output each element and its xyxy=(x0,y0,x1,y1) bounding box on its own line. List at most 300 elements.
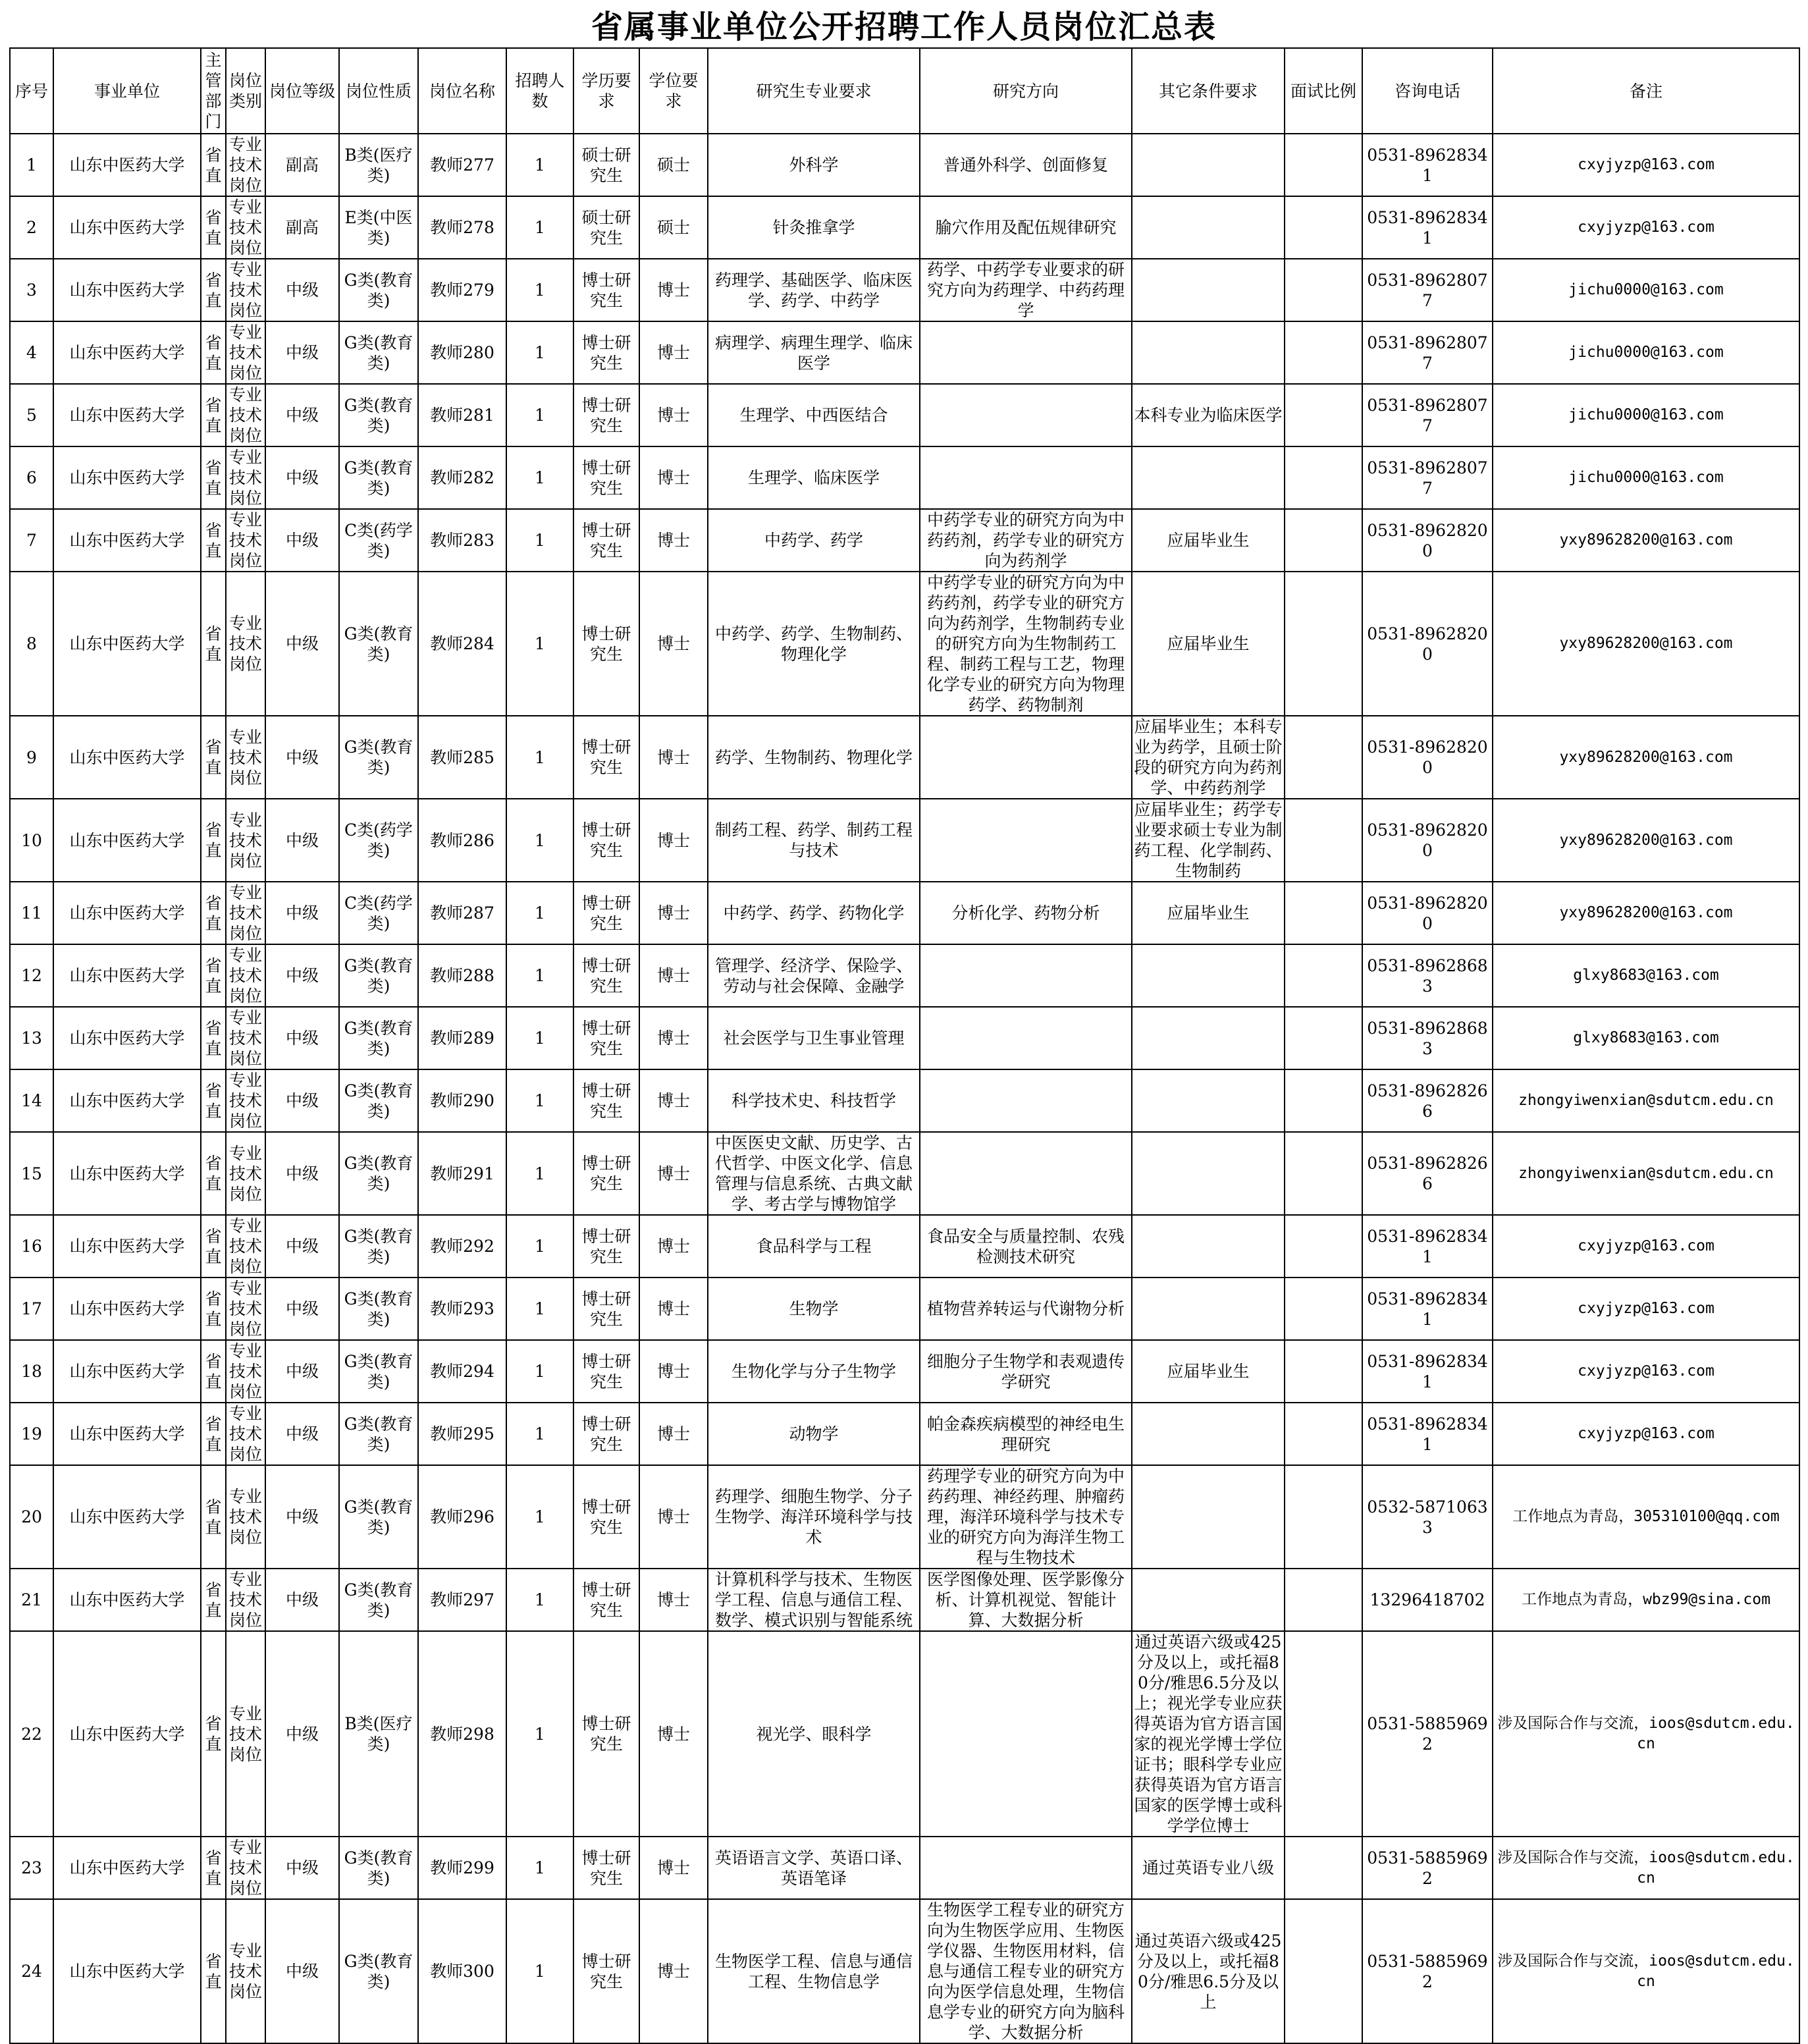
cell-serial: 20 xyxy=(10,1465,53,1569)
cell-quota: 1 xyxy=(506,384,573,446)
cell-quota: 1 xyxy=(506,259,573,321)
cell-research-direction: 植物营养转运与代谢物分析 xyxy=(920,1278,1132,1340)
cell-degree: 博士 xyxy=(639,321,708,384)
cell-post-category: 专业技术岗位 xyxy=(226,321,265,384)
cell-post-name: 教师291 xyxy=(418,1132,506,1215)
cell-remarks: cxyjyzp@163.com xyxy=(1493,1340,1799,1403)
cell-unit: 山东中医药大学 xyxy=(53,716,201,799)
cell-post-level: 中级 xyxy=(265,1569,339,1631)
cell-serial: 21 xyxy=(10,1569,53,1631)
table-row xyxy=(10,1837,1799,1899)
cell-post-name: 教师298 xyxy=(418,1631,506,1837)
cell-degree: 博士 xyxy=(639,1569,708,1631)
cell-post-nature: G类(教育类) xyxy=(339,1465,418,1569)
cell-phone: 0531-89628077 xyxy=(1362,384,1493,446)
col-header-serial: 序号 xyxy=(10,48,53,134)
cell-other-conditions xyxy=(1132,321,1285,384)
cell-other-conditions xyxy=(1132,446,1285,509)
cell-major: 管理学、经济学、保险学、劳动与社会保障、金融学 xyxy=(708,944,920,1007)
cell-post-level: 中级 xyxy=(265,1465,339,1569)
cell-other-conditions xyxy=(1132,134,1285,196)
cell-major: 中药学、药学 xyxy=(708,509,920,572)
cell-post-level: 中级 xyxy=(265,799,339,882)
cell-post-category: 专业技术岗位 xyxy=(226,1215,265,1278)
table-row xyxy=(10,716,1799,799)
cell-serial: 7 xyxy=(10,509,53,572)
cell-research-direction xyxy=(920,384,1132,446)
cell-major: 动物学 xyxy=(708,1403,920,1465)
cell-other-conditions xyxy=(1132,1465,1285,1569)
cell-phone: 0531-58859692 xyxy=(1362,1899,1493,2043)
cell-unit: 山东中医药大学 xyxy=(53,1631,201,1837)
cell-degree: 博士 xyxy=(639,1007,708,1069)
cell-post-category: 专业技术岗位 xyxy=(226,1837,265,1899)
cell-post-nature: C类(药学类) xyxy=(339,509,418,572)
cell-education: 硕士研究生 xyxy=(573,196,639,259)
table-row xyxy=(10,1465,1799,1569)
cell-other-conditions xyxy=(1132,1132,1285,1215)
table-row xyxy=(10,259,1799,321)
cell-post-category: 专业技术岗位 xyxy=(226,882,265,944)
cell-phone: 13296418702 xyxy=(1362,1569,1493,1631)
cell-post-nature: G类(教育类) xyxy=(339,384,418,446)
table-row xyxy=(10,1278,1799,1340)
cell-research-direction xyxy=(920,716,1132,799)
cell-education: 博士研究生 xyxy=(573,321,639,384)
cell-research-direction xyxy=(920,1837,1132,1899)
col-header-post-nature: 岗位性质 xyxy=(339,48,418,134)
cell-interview-ratio xyxy=(1285,1569,1362,1631)
cell-research-direction xyxy=(920,799,1132,882)
cell-major: 社会医学与卫生事业管理 xyxy=(708,1007,920,1069)
cell-serial: 5 xyxy=(10,384,53,446)
cell-post-name: 教师292 xyxy=(418,1215,506,1278)
cell-interview-ratio xyxy=(1285,384,1362,446)
cell-serial: 17 xyxy=(10,1278,53,1340)
cell-department: 省直 xyxy=(201,1340,226,1403)
cell-serial: 8 xyxy=(10,572,53,716)
cell-interview-ratio xyxy=(1285,446,1362,509)
cell-research-direction: 生物医学工程专业的研究方向为生物医学应用、生物医学仪器、生物医用材料，信息与通信工程专业的研究方向为医学信息处理，生物信息学专业的研究方向为脑科学、大数据分析 xyxy=(920,1899,1132,2043)
cell-research-direction xyxy=(920,1007,1132,1069)
cell-post-level: 中级 xyxy=(265,882,339,944)
cell-post-nature: C类(药学类) xyxy=(339,882,418,944)
cell-post-level: 中级 xyxy=(265,384,339,446)
cell-unit: 山东中医药大学 xyxy=(53,1340,201,1403)
cell-interview-ratio xyxy=(1285,882,1362,944)
cell-education: 博士研究生 xyxy=(573,1007,639,1069)
cell-serial: 11 xyxy=(10,882,53,944)
table-row xyxy=(10,572,1799,716)
cell-degree: 博士 xyxy=(639,509,708,572)
cell-unit: 山东中医药大学 xyxy=(53,572,201,716)
cell-unit: 山东中医药大学 xyxy=(53,446,201,509)
cell-research-direction: 医学图像处理、医学影像分析、计算机视觉、智能计算、大数据分析 xyxy=(920,1569,1132,1631)
col-header-quota: 招聘人数 xyxy=(506,48,573,134)
cell-post-level: 中级 xyxy=(265,944,339,1007)
cell-serial: 14 xyxy=(10,1069,53,1132)
cell-phone: 0531-89628341 xyxy=(1362,134,1493,196)
cell-serial: 3 xyxy=(10,259,53,321)
col-header-major: 研究生专业要求 xyxy=(708,48,920,134)
cell-research-direction xyxy=(920,321,1132,384)
cell-interview-ratio xyxy=(1285,572,1362,716)
cell-quota: 1 xyxy=(506,1569,573,1631)
cell-quota: 1 xyxy=(506,1465,573,1569)
cell-post-category: 专业技术岗位 xyxy=(226,134,265,196)
col-header-degree: 学位要求 xyxy=(639,48,708,134)
cell-quota: 1 xyxy=(506,1215,573,1278)
cell-interview-ratio xyxy=(1285,1465,1362,1569)
cell-other-conditions: 通过英语专业八级 xyxy=(1132,1837,1285,1899)
cell-education: 博士研究生 xyxy=(573,1899,639,2043)
cell-education: 博士研究生 xyxy=(573,1215,639,1278)
cell-major: 计算机科学与技术、生物医学工程、信息与通信工程、数学、模式识别与智能系统 xyxy=(708,1569,920,1631)
cell-post-category: 专业技术岗位 xyxy=(226,384,265,446)
cell-post-nature: G类(教育类) xyxy=(339,1007,418,1069)
cell-other-conditions xyxy=(1132,1215,1285,1278)
cell-post-name: 教师294 xyxy=(418,1340,506,1403)
cell-interview-ratio xyxy=(1285,134,1362,196)
cell-degree: 博士 xyxy=(639,1278,708,1340)
table-row xyxy=(10,1631,1799,1837)
cell-interview-ratio xyxy=(1285,509,1362,572)
cell-post-category: 专业技术岗位 xyxy=(226,716,265,799)
cell-department: 省直 xyxy=(201,509,226,572)
cell-major: 中药学、药学、生物制药、物理化学 xyxy=(708,572,920,716)
cell-degree: 博士 xyxy=(639,882,708,944)
cell-interview-ratio xyxy=(1285,1278,1362,1340)
cell-post-name: 教师293 xyxy=(418,1278,506,1340)
cell-post-nature: G类(教育类) xyxy=(339,572,418,716)
cell-phone: 0531-89628341 xyxy=(1362,196,1493,259)
cell-phone: 0531-89628341 xyxy=(1362,1340,1493,1403)
cell-post-category: 专业技术岗位 xyxy=(226,944,265,1007)
cell-remarks: jichu0000@163.com xyxy=(1493,321,1799,384)
cell-unit: 山东中医药大学 xyxy=(53,1215,201,1278)
cell-research-direction: 食品安全与质量控制、农残检测技术研究 xyxy=(920,1215,1132,1278)
cell-remarks: zhongyiwenxian@sdutcm.edu.cn xyxy=(1493,1069,1799,1132)
cell-quota: 1 xyxy=(506,1278,573,1340)
cell-research-direction xyxy=(920,1132,1132,1215)
cell-interview-ratio xyxy=(1285,196,1362,259)
cell-unit: 山东中医药大学 xyxy=(53,259,201,321)
cell-education: 博士研究生 xyxy=(573,1837,639,1899)
cell-quota: 1 xyxy=(506,196,573,259)
table-row xyxy=(10,882,1799,944)
cell-post-nature: G类(教育类) xyxy=(339,1899,418,2043)
table-row xyxy=(10,1340,1799,1403)
cell-interview-ratio xyxy=(1285,716,1362,799)
cell-phone: 0531-58859692 xyxy=(1362,1631,1493,1837)
cell-serial: 1 xyxy=(10,134,53,196)
cell-post-nature: G类(教育类) xyxy=(339,716,418,799)
cell-post-name: 教师296 xyxy=(418,1465,506,1569)
cell-post-level: 中级 xyxy=(265,1132,339,1215)
cell-post-name: 教师278 xyxy=(418,196,506,259)
table-row xyxy=(10,321,1799,384)
table-row xyxy=(10,446,1799,509)
cell-post-name: 教师279 xyxy=(418,259,506,321)
table-row xyxy=(10,1069,1799,1132)
col-header-research-direction: 研究方向 xyxy=(920,48,1132,134)
cell-education: 硕士研究生 xyxy=(573,134,639,196)
cell-degree: 博士 xyxy=(639,1403,708,1465)
cell-serial: 24 xyxy=(10,1899,53,2043)
table-row xyxy=(10,799,1799,882)
cell-remarks: 涉及国际合作与交流，ioos@sdutcm.edu.cn xyxy=(1493,1837,1799,1899)
cell-other-conditions: 应届毕业生 xyxy=(1132,882,1285,944)
cell-phone: 0531-89628683 xyxy=(1362,1007,1493,1069)
cell-department: 省直 xyxy=(201,384,226,446)
cell-quota: 1 xyxy=(506,799,573,882)
cell-post-level: 中级 xyxy=(265,321,339,384)
cell-phone: 0531-89628200 xyxy=(1362,716,1493,799)
cell-department: 省直 xyxy=(201,1132,226,1215)
cell-post-category: 专业技术岗位 xyxy=(226,799,265,882)
table-row xyxy=(10,1215,1799,1278)
cell-post-nature: G类(教育类) xyxy=(339,1278,418,1340)
cell-unit: 山东中医药大学 xyxy=(53,882,201,944)
cell-major: 生理学、临床医学 xyxy=(708,446,920,509)
cell-major: 英语语言文学、英语口译、英语笔译 xyxy=(708,1837,920,1899)
cell-quota: 1 xyxy=(506,716,573,799)
col-header-education: 学历要求 xyxy=(573,48,639,134)
cell-research-direction: 中药学专业的研究方向为中药药剂，药学专业的研究方向为药剂学，生物制药专业的研究方向为生物制药工程、制药工程与工艺，物理化学专业的研究方向为物理药学、药物制剂 xyxy=(920,572,1132,716)
cell-unit: 山东中医药大学 xyxy=(53,1132,201,1215)
cell-quota: 1 xyxy=(506,134,573,196)
cell-remarks: jichu0000@163.com xyxy=(1493,446,1799,509)
cell-post-level: 中级 xyxy=(265,1215,339,1278)
cell-quota: 1 xyxy=(506,1631,573,1837)
table-row xyxy=(10,1403,1799,1465)
cell-education: 博士研究生 xyxy=(573,882,639,944)
cell-post-name: 教师280 xyxy=(418,321,506,384)
cell-remarks: cxyjyzp@163.com xyxy=(1493,196,1799,259)
cell-phone: 0531-89628200 xyxy=(1362,572,1493,716)
cell-post-level: 中级 xyxy=(265,509,339,572)
cell-remarks: yxy89628200@163.com xyxy=(1493,799,1799,882)
cell-education: 博士研究生 xyxy=(573,716,639,799)
cell-remarks: jichu0000@163.com xyxy=(1493,384,1799,446)
cell-major: 药理学、基础医学、临床医学、药学、中药学 xyxy=(708,259,920,321)
cell-post-name: 教师282 xyxy=(418,446,506,509)
cell-remarks: zhongyiwenxian@sdutcm.edu.cn xyxy=(1493,1132,1799,1215)
cell-post-level: 中级 xyxy=(265,1069,339,1132)
cell-post-level: 中级 xyxy=(265,1007,339,1069)
cell-department: 省直 xyxy=(201,1069,226,1132)
cell-department: 省直 xyxy=(201,716,226,799)
cell-major: 食品科学与工程 xyxy=(708,1215,920,1278)
cell-interview-ratio xyxy=(1285,321,1362,384)
cell-post-category: 专业技术岗位 xyxy=(226,1278,265,1340)
cell-post-category: 专业技术岗位 xyxy=(226,1899,265,2043)
cell-remarks: jichu0000@163.com xyxy=(1493,259,1799,321)
cell-post-level: 中级 xyxy=(265,1899,339,2043)
cell-interview-ratio xyxy=(1285,1403,1362,1465)
cell-other-conditions xyxy=(1132,1278,1285,1340)
cell-remarks: 工作地点为青岛，305310100@qq.com xyxy=(1493,1465,1799,1569)
cell-department: 省直 xyxy=(201,259,226,321)
cell-post-name: 教师285 xyxy=(418,716,506,799)
cell-quota: 1 xyxy=(506,321,573,384)
cell-post-level: 副高 xyxy=(265,196,339,259)
cell-remarks: 涉及国际合作与交流，ioos@sdutcm.edu.cn xyxy=(1493,1631,1799,1837)
cell-quota: 1 xyxy=(506,446,573,509)
cell-phone: 0531-89628077 xyxy=(1362,259,1493,321)
cell-research-direction: 药理学专业的研究方向为中药药理、神经药理、肿瘤药理，海洋环境科学与技术专业的研究方向为海洋生物工程与生物技术 xyxy=(920,1465,1132,1569)
cell-unit: 山东中医药大学 xyxy=(53,1069,201,1132)
cell-education: 博士研究生 xyxy=(573,1465,639,1569)
cell-quota: 1 xyxy=(506,1069,573,1132)
cell-post-level: 中级 xyxy=(265,1278,339,1340)
cell-other-conditions: 通过英语六级或425分及以上，或托福80分/雅思6.5分及以上；视光学专业应获得英语为官方语言国家的视光学博士学位证书；眼科学专业应获得英语为官方语言国家的医学博士或科学学位博士 xyxy=(1132,1631,1285,1837)
table-row xyxy=(10,1569,1799,1631)
cell-phone: 0531-89628266 xyxy=(1362,1132,1493,1215)
cell-education: 博士研究生 xyxy=(573,384,639,446)
cell-post-nature: E类(中医类) xyxy=(339,196,418,259)
cell-phone: 0531-89628077 xyxy=(1362,321,1493,384)
cell-serial: 2 xyxy=(10,196,53,259)
cell-department: 省直 xyxy=(201,1007,226,1069)
cell-research-direction: 细胞分子生物学和表观遗传学研究 xyxy=(920,1340,1132,1403)
cell-phone: 0531-89628341 xyxy=(1362,1278,1493,1340)
cell-research-direction: 药学、中药学专业要求的研究方向为药理学、中药药理学 xyxy=(920,259,1132,321)
cell-post-category: 专业技术岗位 xyxy=(226,1569,265,1631)
cell-serial: 19 xyxy=(10,1403,53,1465)
page-title: 省属事业单位公开招聘工作人员岗位汇总表 xyxy=(591,9,1217,45)
cell-degree: 博士 xyxy=(639,446,708,509)
cell-remarks: cxyjyzp@163.com xyxy=(1493,134,1799,196)
col-header-interview-ratio: 面试比例 xyxy=(1285,48,1362,134)
cell-department: 省直 xyxy=(201,446,226,509)
cell-research-direction: 分析化学、药物分析 xyxy=(920,882,1132,944)
cell-post-category: 专业技术岗位 xyxy=(226,1132,265,1215)
cell-post-category: 专业技术岗位 xyxy=(226,196,265,259)
cell-quota: 1 xyxy=(506,1837,573,1899)
col-header-post-category: 岗位类别 xyxy=(226,48,265,134)
cell-department: 省直 xyxy=(201,799,226,882)
cell-degree: 硕士 xyxy=(639,196,708,259)
cell-post-name: 教师290 xyxy=(418,1069,506,1132)
cell-major: 视光学、眼科学 xyxy=(708,1631,920,1837)
cell-major: 生物化学与分子生物学 xyxy=(708,1340,920,1403)
cell-other-conditions: 应届毕业生；本科专业为药学，且硕士阶段的研究方向为药剂学、中药药剂学 xyxy=(1132,716,1285,799)
cell-post-category: 专业技术岗位 xyxy=(226,572,265,716)
cell-phone: 0531-89628683 xyxy=(1362,944,1493,1007)
cell-post-category: 专业技术岗位 xyxy=(226,259,265,321)
cell-post-nature: G类(教育类) xyxy=(339,1215,418,1278)
cell-post-category: 专业技术岗位 xyxy=(226,509,265,572)
cell-interview-ratio xyxy=(1285,1132,1362,1215)
cell-unit: 山东中医药大学 xyxy=(53,944,201,1007)
cell-degree: 博士 xyxy=(639,716,708,799)
cell-remarks: 工作地点为青岛，wbz99@sina.com xyxy=(1493,1569,1799,1631)
cell-remarks: glxy8683@163.com xyxy=(1493,1007,1799,1069)
cell-post-level: 中级 xyxy=(265,1403,339,1465)
cell-education: 博士研究生 xyxy=(573,1569,639,1631)
cell-post-name: 教师284 xyxy=(418,572,506,716)
cell-degree: 博士 xyxy=(639,1465,708,1569)
cell-serial: 18 xyxy=(10,1340,53,1403)
cell-post-level: 副高 xyxy=(265,134,339,196)
cell-department: 省直 xyxy=(201,1215,226,1278)
cell-department: 省直 xyxy=(201,1278,226,1340)
table-body xyxy=(10,134,1799,2043)
cell-interview-ratio xyxy=(1285,1899,1362,2043)
cell-education: 博士研究生 xyxy=(573,1069,639,1132)
cell-phone: 0532-58710633 xyxy=(1362,1465,1493,1569)
cell-quota: 1 xyxy=(506,882,573,944)
cell-quota: 1 xyxy=(506,572,573,716)
cell-unit: 山东中医药大学 xyxy=(53,321,201,384)
cell-post-name: 教师297 xyxy=(418,1569,506,1631)
cell-other-conditions: 应届毕业生 xyxy=(1132,1340,1285,1403)
table-row xyxy=(10,1132,1799,1215)
cell-degree: 博士 xyxy=(639,1132,708,1215)
cell-serial: 22 xyxy=(10,1631,53,1837)
cell-post-nature: G类(教育类) xyxy=(339,944,418,1007)
cell-phone: 0531-89628200 xyxy=(1362,882,1493,944)
cell-department: 省直 xyxy=(201,1631,226,1837)
cell-remarks: cxyjyzp@163.com xyxy=(1493,1215,1799,1278)
cell-post-category: 专业技术岗位 xyxy=(226,446,265,509)
cell-other-conditions xyxy=(1132,944,1285,1007)
cell-other-conditions xyxy=(1132,259,1285,321)
cell-degree: 博士 xyxy=(639,1340,708,1403)
table-row xyxy=(10,196,1799,259)
cell-major: 科学技术史、科技哲学 xyxy=(708,1069,920,1132)
cell-major: 中医医史文献、历史学、古代哲学、中医文化学、信息管理与信息系统、古典文献学、考古学与博物馆学 xyxy=(708,1132,920,1215)
cell-post-name: 教师295 xyxy=(418,1403,506,1465)
cell-department: 省直 xyxy=(201,196,226,259)
cell-post-category: 专业技术岗位 xyxy=(226,1007,265,1069)
cell-major: 生理学、中西医结合 xyxy=(708,384,920,446)
cell-department: 省直 xyxy=(201,572,226,716)
cell-serial: 9 xyxy=(10,716,53,799)
cell-phone: 0531-89628200 xyxy=(1362,509,1493,572)
cell-other-conditions: 通过英语六级或425分及以上，或托福80分/雅思6.5分及以上 xyxy=(1132,1899,1285,2043)
cell-remarks: yxy89628200@163.com xyxy=(1493,716,1799,799)
cell-post-nature: G类(教育类) xyxy=(339,446,418,509)
cell-post-name: 教师287 xyxy=(418,882,506,944)
cell-post-level: 中级 xyxy=(265,716,339,799)
cell-post-name: 教师281 xyxy=(418,384,506,446)
cell-phone: 0531-89628200 xyxy=(1362,799,1493,882)
cell-unit: 山东中医药大学 xyxy=(53,509,201,572)
col-header-unit: 事业单位 xyxy=(53,48,201,134)
cell-quota: 1 xyxy=(506,944,573,1007)
cell-unit: 山东中医药大学 xyxy=(53,1837,201,1899)
cell-major: 生物医学工程、信息与通信工程、生物信息学 xyxy=(708,1899,920,2043)
cell-research-direction: 普通外科学、创面修复 xyxy=(920,134,1132,196)
cell-unit: 山东中医药大学 xyxy=(53,1403,201,1465)
cell-post-level: 中级 xyxy=(265,1631,339,1837)
cell-department: 省直 xyxy=(201,1465,226,1569)
cell-remarks: 涉及国际合作与交流，ioos@sdutcm.edu.cn xyxy=(1493,1899,1799,2043)
cell-interview-ratio xyxy=(1285,1631,1362,1837)
cell-major: 生物学 xyxy=(708,1278,920,1340)
cell-other-conditions: 应届毕业生 xyxy=(1132,572,1285,716)
cell-post-name: 教师299 xyxy=(418,1837,506,1899)
cell-post-name: 教师283 xyxy=(418,509,506,572)
cell-post-nature: G类(教育类) xyxy=(339,1569,418,1631)
cell-serial: 10 xyxy=(10,799,53,882)
cell-post-category: 专业技术岗位 xyxy=(226,1069,265,1132)
cell-post-category: 专业技术岗位 xyxy=(226,1631,265,1837)
cell-degree: 博士 xyxy=(639,1899,708,2043)
cell-serial: 12 xyxy=(10,944,53,1007)
